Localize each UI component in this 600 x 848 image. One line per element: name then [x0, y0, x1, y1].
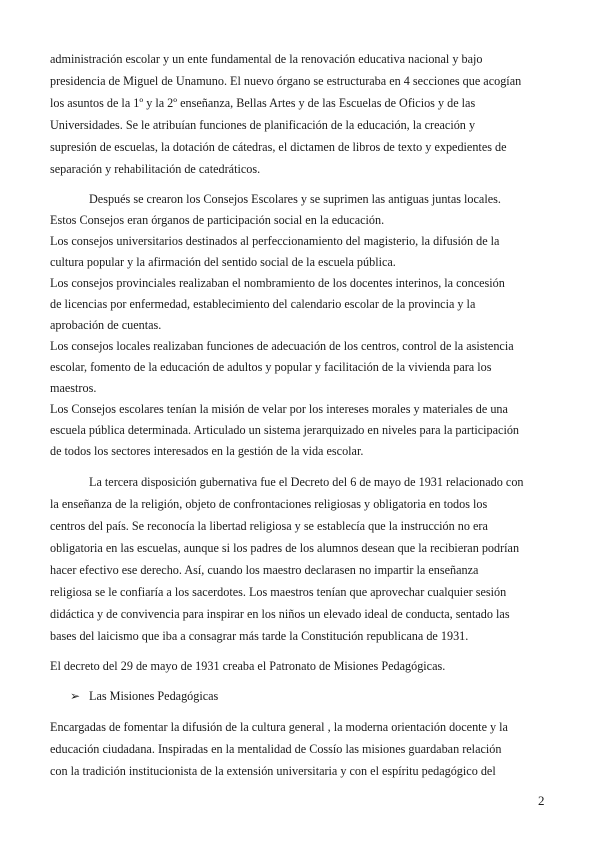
paragraph-5-line: educación ciudadana. Inspiradas en la mentalidad de Cossío las misiones guardaban relación: [50, 742, 502, 756]
paragraph-2-line: cultura popular y la afirmación del sentido social de la escuela pública.: [50, 255, 396, 269]
paragraph-4-line: El decreto del 29 de mayo de 1931 creaba el Patronato de Misiones Pedagógicas.: [50, 659, 446, 673]
paragraph-2-line: Los Consejos escolares tenían la misión de velar por los intereses morales y materiales de una: [50, 402, 508, 416]
paragraph-3-line: centros del país. Se reconocía la libertad religiosa y se establecía que la instrucción no era: [50, 519, 488, 533]
paragraph-2-line: de licencias por enfermedad, establecimiento del calendario escolar de la provincia y la: [50, 297, 476, 311]
paragraph-1-line: presidencia de Miguel de Unamuno. El nuevo órgano se estructuraba en 4 secciones que acogían: [50, 74, 522, 88]
paragraph-3-line: la enseñanza de la religión, objeto de confrontaciones religiosas y obligatoria en todos los: [50, 497, 488, 511]
paragraph-2-line: Después se crearon los Consejos Escolares y se suprimen las antiguas juntas locales.: [89, 192, 501, 206]
paragraph-3-line: didáctica y de convivencia para inspirar en los niños un elevado ideal de conducta, sentado las: [50, 607, 510, 621]
paragraph-3-line: La tercera disposición gubernativa fue el Decreto del 6 de mayo de 1931 relacionado con: [89, 475, 524, 489]
arrow-bullet-icon: ➢: [70, 689, 81, 703]
paragraph-3-line: religiosa se le confiaría a los sacerdotes. Los maestros tenían que aprovechar cualquier sesión: [50, 585, 507, 599]
paragraph-2-line: Los consejos provinciales realizaban el nombramiento de los docentes interinos, la concesión: [50, 276, 505, 290]
paragraph-3-line: hacer efectivo ese derecho. Así, cuando los maestro declarasen no impartir la enseñanza: [50, 563, 479, 577]
paragraph-1-line: los asuntos de la 1º y la 2º enseñanza, Bellas Artes y de las Escuelas de Oficios y de las: [50, 96, 476, 110]
paragraph-1-line: supresión de escuelas, la dotación de cátedras, el dictamen de libros de texto y expedientes de: [50, 140, 507, 154]
paragraph-2-line: maestros.: [50, 381, 97, 395]
paragraph-1-line: Universidades. Se le atribuían funciones de planificación de la educación, la creación y: [50, 118, 476, 132]
paragraph-2-line: escolar, fomento de la educación de adultos y popular y facilitación de la vivienda para los: [50, 360, 492, 374]
paragraph-3-line: obligatoria en las escuelas, aunque si los padres de los alumnos desean que la recibieran podrían: [50, 541, 520, 555]
paragraph-1-line: separación y rehabilitación de catedráticos.: [50, 162, 261, 176]
page-number: 2: [538, 793, 545, 808]
paragraph-2-line: aprobación de cuentas.: [50, 318, 162, 332]
paragraph-2-line: Estos Consejos eran órganos de participación social en la educación.: [50, 213, 385, 227]
paragraph-2-line: escuela pública determinada. Articulado un sistema jerarquizado en niveles para la participación: [50, 423, 520, 437]
paragraph-2-line: Los consejos locales realizaban funciones de adecuación de los centros, control de la asistencia: [50, 339, 514, 353]
paragraph-1-line: administración escolar y un ente fundamental de la renovación educativa nacional y bajo: [50, 52, 483, 66]
paragraph-5-line: con la tradición institucionista de la extensión universitaria y con el espíritu pedagógico del: [50, 764, 496, 778]
paragraph-2-line: de todos los sectores interesados en la gestión de la vida escolar.: [50, 444, 364, 458]
paragraph-3-line: bases del laicismo que iba a consagrar más tarde la Constitución republicana de 1931.: [50, 629, 469, 643]
paragraph-2-line: Los consejos universitarios destinados al perfeccionamiento del magisterio, la difusión de la: [50, 234, 500, 248]
section-heading: Las Misiones Pedagógicas: [89, 689, 219, 703]
paragraph-5-line: Encargadas de fomentar la difusión de la cultura general , la moderna orientación docente y la: [50, 720, 508, 734]
